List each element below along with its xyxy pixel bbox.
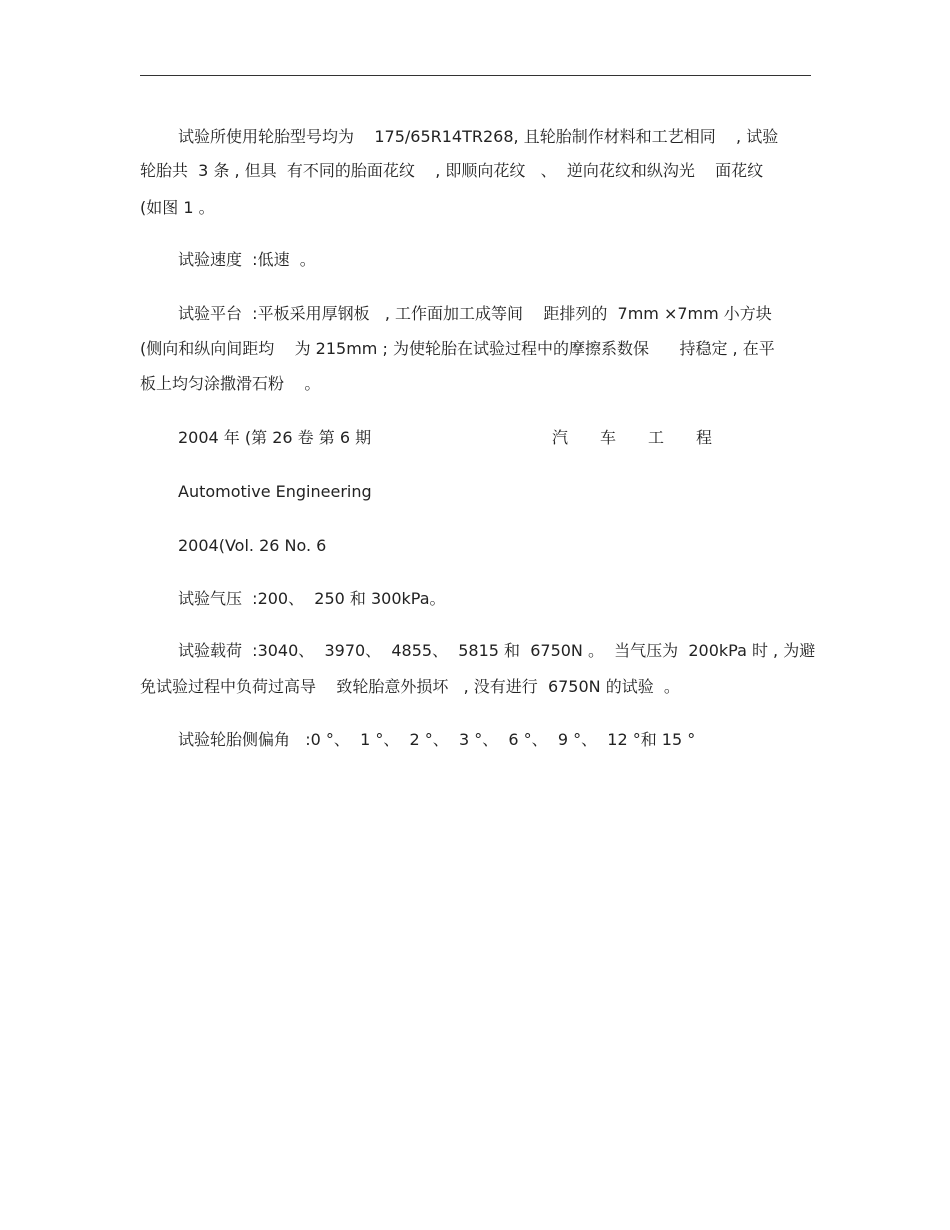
journal-title-english: Automotive Engineering xyxy=(178,482,372,501)
masthead-char: 汽 xyxy=(552,428,569,447)
header-rule xyxy=(140,75,811,76)
masthead-char: 程 xyxy=(695,428,712,447)
masthead-char: 工 xyxy=(647,428,664,447)
paragraph-test-platform-line-3: 板上均匀涂撒滑石粉 。 xyxy=(140,374,321,393)
paragraph-test-platform-line-2: (侧向和纵向间距均 为 215mm ; 为使轮胎在试验过程中的摩擦系数保 持稳定 , 在平 xyxy=(140,339,775,358)
paragraph-test-load-line-2: 免试验过程中负荷过高导 致轮胎意外损坏 , 没有进行 6750N 的试验 。 xyxy=(140,677,680,696)
paragraph-test-load-line-1: 试验载荷 :3040、 3970、 4855、 5815 和 6750N 。 当气压为 200kPa 时 , 为避 xyxy=(178,641,816,660)
journal-issue-chinese: 2004 年 (第 26 卷 第 6 期 xyxy=(178,428,372,447)
paragraph-tire-model-line-3: (如图 1 。 xyxy=(140,198,215,217)
masthead-char: 车 xyxy=(599,428,616,447)
paragraph-tire-model-line-1: 试验所使用轮胎型号均为 175/65R14TR268, 且轮胎制作材料和工艺相同 , 试验 xyxy=(178,127,779,146)
paragraph-test-platform-line-1: 试验平台 :平板采用厚钢板 , 工作面加工成等间 距排列的 7mm ×7mm 小方块 xyxy=(178,304,772,323)
paragraph-slip-angle: 试验轮胎侧偏角 :0 °、 1 °、 2 °、 3 °、 6 °、 9 °、 12 °和 15 ° xyxy=(178,730,696,749)
journal-masthead-chinese xyxy=(552,428,712,448)
paragraph-test-pressure: 试验气压 :200、 250 和 300kPa。 xyxy=(178,589,446,608)
journal-issue-english: 2004(Vol. 26 No. 6 xyxy=(178,536,327,555)
paragraph-tire-model-line-2: 轮胎共 3 条 , 但具 有不同的胎面花纹 , 即顺向花纹 、 逆向花纹和纵沟光 面花纹 xyxy=(140,161,764,180)
paragraph-test-speed: 试验速度 :低速 。 xyxy=(178,250,316,269)
